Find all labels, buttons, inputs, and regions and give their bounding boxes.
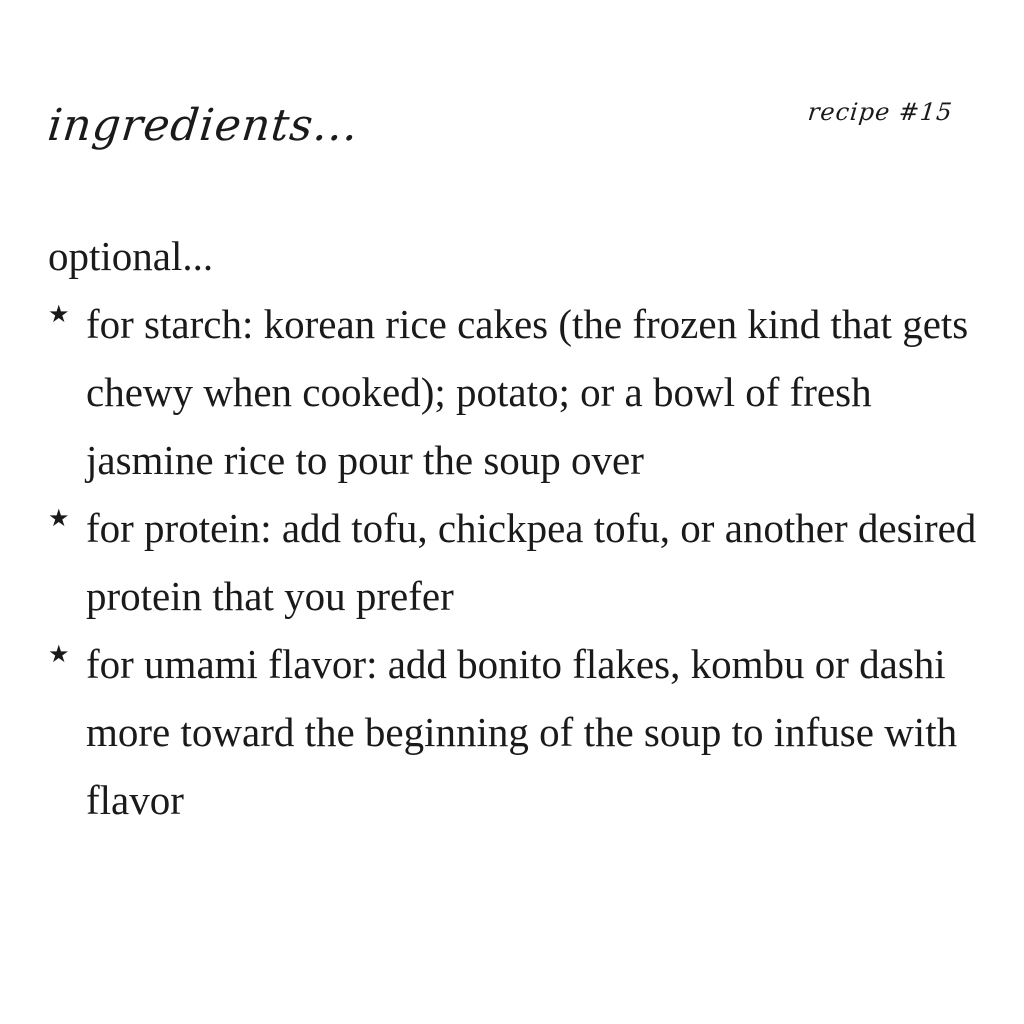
list-item-text: for umami flavor: add bonito flakes, kombu or dashi more toward the beginning of the soup to infuse with flavor [86,641,958,823]
optional-ingredients-list [48,290,998,834]
star-icon: ★ [48,504,70,532]
page-title: ingredients... [45,100,362,151]
list-item-umami [48,630,998,834]
list-item-starch [48,290,998,494]
star-icon: ★ [48,640,70,668]
ingredients-section [48,222,998,834]
list-item-protein [48,494,998,630]
list-item-text: for starch: korean rice cakes (the frozen kind that gets chewy when cooked); potato; or a bowl of fresh jasmine rice to pour the soup over [86,301,969,483]
star-icon: ★ [48,300,70,328]
recipe-number: recipe #15 [806,98,955,126]
section-intro: optional... [48,233,214,279]
list-item-text: for protein: add tofu, chickpea tofu, or another desired protein that you prefer [86,505,977,619]
